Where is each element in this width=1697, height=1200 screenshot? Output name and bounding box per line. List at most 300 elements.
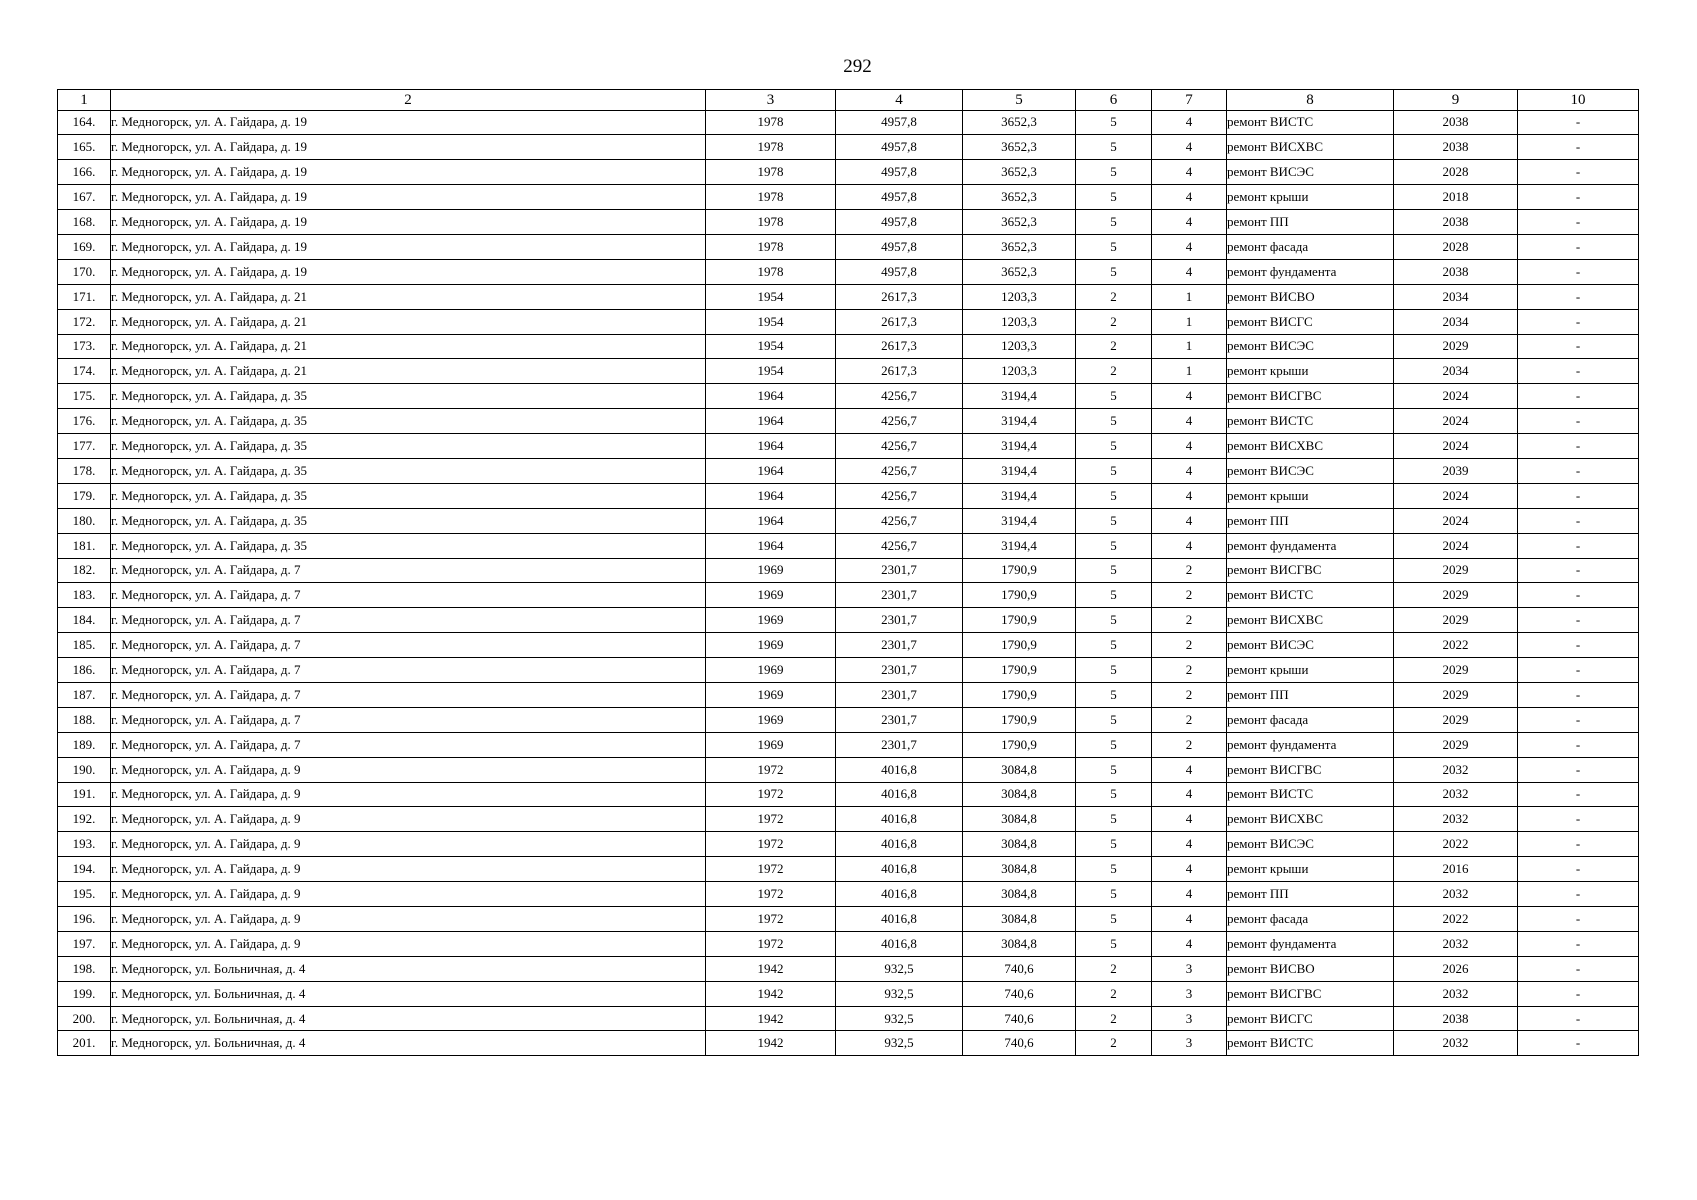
work-type-cell: ремонт крыши: [1227, 483, 1394, 508]
build-year-cell: 1964: [706, 533, 836, 558]
entrances-cell: 2: [1152, 583, 1227, 608]
floors-cell: 5: [1076, 135, 1152, 160]
build-year-cell: 1954: [706, 309, 836, 334]
entrances-cell: 4: [1152, 135, 1227, 160]
residential-area-cell: 3084,8: [963, 931, 1076, 956]
build-year-cell: 1978: [706, 185, 836, 210]
entrances-cell: 3: [1152, 1006, 1227, 1031]
table-body: [58, 110, 1639, 1056]
table-row: [58, 458, 1639, 483]
table-row: [58, 384, 1639, 409]
entrances-cell: 3: [1152, 1031, 1227, 1056]
row-number-cell: 187.: [58, 682, 111, 707]
floors-cell: 5: [1076, 434, 1152, 459]
floors-cell: 5: [1076, 757, 1152, 782]
floors-cell: 5: [1076, 160, 1152, 185]
row-number-cell: 178.: [58, 458, 111, 483]
work-type-cell: ремонт ВИСТС: [1227, 1031, 1394, 1056]
work-type-cell: ремонт ВИСХВС: [1227, 434, 1394, 459]
table-row: [58, 583, 1639, 608]
planned-year-cell: 2024: [1394, 384, 1518, 409]
table-row: [58, 1006, 1639, 1031]
address-cell: г. Медногорск, ул. А. Гайдара, д. 7: [111, 608, 706, 633]
address-cell: г. Медногорск, ул. Больничная, д. 4: [111, 1031, 706, 1056]
note-cell: -: [1518, 458, 1639, 483]
work-type-cell: ремонт фундамента: [1227, 732, 1394, 757]
build-year-cell: 1972: [706, 832, 836, 857]
floors-cell: 5: [1076, 185, 1152, 210]
note-cell: -: [1518, 658, 1639, 683]
planned-year-cell: 2024: [1394, 434, 1518, 459]
row-number-cell: 184.: [58, 608, 111, 633]
build-year-cell: 1942: [706, 956, 836, 981]
residential-area-cell: 1203,3: [963, 284, 1076, 309]
build-year-cell: 1954: [706, 359, 836, 384]
build-year-cell: 1964: [706, 409, 836, 434]
work-type-cell: ремонт ВИСГС: [1227, 1006, 1394, 1031]
floors-cell: 5: [1076, 732, 1152, 757]
entrances-cell: 4: [1152, 782, 1227, 807]
planned-year-cell: 2029: [1394, 682, 1518, 707]
residential-area-cell: 1790,9: [963, 558, 1076, 583]
entrances-cell: 4: [1152, 931, 1227, 956]
total-area-cell: 4256,7: [836, 409, 963, 434]
entrances-cell: 4: [1152, 185, 1227, 210]
row-number-cell: 171.: [58, 284, 111, 309]
page-number: 292: [843, 56, 872, 77]
residential-area-cell: 3084,8: [963, 907, 1076, 932]
planned-year-cell: 2022: [1394, 633, 1518, 658]
entrances-cell: 4: [1152, 160, 1227, 185]
row-number-cell: 193.: [58, 832, 111, 857]
build-year-cell: 1964: [706, 458, 836, 483]
row-number-cell: 183.: [58, 583, 111, 608]
note-cell: -: [1518, 234, 1639, 259]
row-number-cell: 189.: [58, 732, 111, 757]
build-year-cell: 1942: [706, 981, 836, 1006]
residential-area-cell: 1790,9: [963, 583, 1076, 608]
residential-area-cell: 740,6: [963, 1031, 1076, 1056]
residential-area-cell: 3194,4: [963, 434, 1076, 459]
entrances-cell: 1: [1152, 334, 1227, 359]
floors-cell: 2: [1076, 1006, 1152, 1031]
planned-year-cell: 2039: [1394, 458, 1518, 483]
floors-cell: 5: [1076, 259, 1152, 284]
residential-area-cell: 3084,8: [963, 782, 1076, 807]
table-row: [58, 259, 1639, 284]
row-number-cell: 180.: [58, 508, 111, 533]
entrances-cell: 2: [1152, 732, 1227, 757]
work-type-cell: ремонт ВИСХВС: [1227, 135, 1394, 160]
row-number-cell: 165.: [58, 135, 111, 160]
work-type-cell: ремонт ВИСТС: [1227, 409, 1394, 434]
build-year-cell: 1969: [706, 558, 836, 583]
note-cell: -: [1518, 1006, 1639, 1031]
floors-cell: 5: [1076, 782, 1152, 807]
table-row: [58, 508, 1639, 533]
build-year-cell: 1964: [706, 384, 836, 409]
planned-year-cell: 2038: [1394, 259, 1518, 284]
floors-cell: 5: [1076, 832, 1152, 857]
total-area-cell: 4256,7: [836, 508, 963, 533]
work-type-cell: ремонт ПП: [1227, 508, 1394, 533]
note-cell: -: [1518, 782, 1639, 807]
address-cell: г. Медногорск, ул. А. Гайдара, д. 7: [111, 658, 706, 683]
total-area-cell: 4957,8: [836, 160, 963, 185]
total-area-cell: 4016,8: [836, 782, 963, 807]
note-cell: -: [1518, 533, 1639, 558]
table-row: [58, 160, 1639, 185]
entrances-cell: 2: [1152, 608, 1227, 633]
build-year-cell: 1964: [706, 434, 836, 459]
build-year-cell: 1954: [706, 284, 836, 309]
column-header: 3: [706, 90, 836, 111]
floors-cell: 5: [1076, 533, 1152, 558]
build-year-cell: 1972: [706, 807, 836, 832]
total-area-cell: 4016,8: [836, 907, 963, 932]
entrances-cell: 4: [1152, 483, 1227, 508]
address-cell: г. Медногорск, ул. А. Гайдара, д. 7: [111, 558, 706, 583]
address-cell: г. Медногорск, ул. А. Гайдара, д. 7: [111, 633, 706, 658]
row-number-cell: 175.: [58, 384, 111, 409]
work-type-cell: ремонт ВИСВО: [1227, 956, 1394, 981]
table-row: [58, 782, 1639, 807]
work-type-cell: ремонт ВИСХВС: [1227, 608, 1394, 633]
address-cell: г. Медногорск, ул. А. Гайдара, д. 35: [111, 409, 706, 434]
floors-cell: 5: [1076, 857, 1152, 882]
planned-year-cell: 2029: [1394, 658, 1518, 683]
table-row: [58, 210, 1639, 235]
table-row: [58, 658, 1639, 683]
floors-cell: 5: [1076, 384, 1152, 409]
row-number-cell: 192.: [58, 807, 111, 832]
row-number-cell: 166.: [58, 160, 111, 185]
table-row: [58, 1031, 1639, 1056]
entrances-cell: 2: [1152, 707, 1227, 732]
planned-year-cell: 2024: [1394, 533, 1518, 558]
address-cell: г. Медногорск, ул. А. Гайдара, д. 19: [111, 135, 706, 160]
address-cell: г. Медногорск, ул. А. Гайдара, д. 35: [111, 483, 706, 508]
note-cell: -: [1518, 185, 1639, 210]
row-number-cell: 197.: [58, 931, 111, 956]
total-area-cell: 4016,8: [836, 857, 963, 882]
note-cell: -: [1518, 608, 1639, 633]
address-cell: г. Медногорск, ул. А. Гайдара, д. 35: [111, 533, 706, 558]
entrances-cell: 4: [1152, 259, 1227, 284]
total-area-cell: 2617,3: [836, 334, 963, 359]
total-area-cell: 4256,7: [836, 384, 963, 409]
total-area-cell: 932,5: [836, 956, 963, 981]
entrances-cell: 4: [1152, 110, 1227, 135]
address-cell: г. Медногорск, ул. А. Гайдара, д. 9: [111, 907, 706, 932]
residential-area-cell: 1203,3: [963, 359, 1076, 384]
row-number-cell: 172.: [58, 309, 111, 334]
build-year-cell: 1978: [706, 259, 836, 284]
residential-area-cell: 3194,4: [963, 508, 1076, 533]
planned-year-cell: 2024: [1394, 409, 1518, 434]
work-type-cell: ремонт крыши: [1227, 857, 1394, 882]
residential-area-cell: 3084,8: [963, 857, 1076, 882]
table-row: [58, 707, 1639, 732]
residential-area-cell: 1790,9: [963, 682, 1076, 707]
table-row: [58, 757, 1639, 782]
floors-cell: 5: [1076, 682, 1152, 707]
work-type-cell: ремонт ПП: [1227, 210, 1394, 235]
table-row: [58, 732, 1639, 757]
build-year-cell: 1969: [706, 707, 836, 732]
address-cell: г. Медногорск, ул. А. Гайдара, д. 35: [111, 458, 706, 483]
build-year-cell: 1978: [706, 210, 836, 235]
floors-cell: 2: [1076, 284, 1152, 309]
build-year-cell: 1978: [706, 135, 836, 160]
total-area-cell: 4256,7: [836, 533, 963, 558]
planned-year-cell: 2038: [1394, 110, 1518, 135]
row-number-cell: 170.: [58, 259, 111, 284]
build-year-cell: 1969: [706, 633, 836, 658]
work-type-cell: ремонт ВИСГВС: [1227, 558, 1394, 583]
build-year-cell: 1969: [706, 583, 836, 608]
floors-cell: 5: [1076, 508, 1152, 533]
planned-year-cell: 2034: [1394, 284, 1518, 309]
column-header: 9: [1394, 90, 1518, 111]
entrances-cell: 2: [1152, 558, 1227, 583]
residential-area-cell: 740,6: [963, 956, 1076, 981]
entrances-cell: 4: [1152, 508, 1227, 533]
row-number-cell: 169.: [58, 234, 111, 259]
total-area-cell: 4016,8: [836, 832, 963, 857]
column-header: 8: [1227, 90, 1394, 111]
work-type-cell: ремонт крыши: [1227, 359, 1394, 384]
table-row: [58, 284, 1639, 309]
note-cell: -: [1518, 483, 1639, 508]
address-cell: г. Медногорск, ул. А. Гайдара, д. 19: [111, 110, 706, 135]
floors-cell: 2: [1076, 956, 1152, 981]
work-type-cell: ремонт ВИСТС: [1227, 583, 1394, 608]
entrances-cell: 2: [1152, 682, 1227, 707]
total-area-cell: 4957,8: [836, 185, 963, 210]
total-area-cell: 2301,7: [836, 608, 963, 633]
address-cell: г. Медногорск, ул. А. Гайдара, д. 7: [111, 732, 706, 757]
header-row: [58, 90, 1639, 111]
table-row: [58, 334, 1639, 359]
address-cell: г. Медногорск, ул. А. Гайдара, д. 19: [111, 234, 706, 259]
total-area-cell: 4016,8: [836, 931, 963, 956]
work-type-cell: ремонт фасада: [1227, 707, 1394, 732]
planned-year-cell: 2038: [1394, 135, 1518, 160]
planned-year-cell: 2032: [1394, 757, 1518, 782]
total-area-cell: 4957,8: [836, 135, 963, 160]
total-area-cell: 2301,7: [836, 658, 963, 683]
floors-cell: 5: [1076, 931, 1152, 956]
total-area-cell: 4256,7: [836, 483, 963, 508]
row-number-cell: 195.: [58, 882, 111, 907]
table-row: [58, 483, 1639, 508]
address-cell: г. Медногорск, ул. А. Гайдара, д. 19: [111, 259, 706, 284]
planned-year-cell: 2034: [1394, 359, 1518, 384]
total-area-cell: 2301,7: [836, 558, 963, 583]
work-type-cell: ремонт ВИСГВС: [1227, 757, 1394, 782]
planned-year-cell: 2024: [1394, 508, 1518, 533]
row-number-cell: 164.: [58, 110, 111, 135]
floors-cell: 5: [1076, 633, 1152, 658]
planned-year-cell: 2026: [1394, 956, 1518, 981]
address-cell: г. Медногорск, ул. Больничная, д. 4: [111, 1006, 706, 1031]
note-cell: -: [1518, 135, 1639, 160]
note-cell: -: [1518, 1031, 1639, 1056]
planned-year-cell: 2029: [1394, 707, 1518, 732]
total-area-cell: 932,5: [836, 981, 963, 1006]
planned-year-cell: 2024: [1394, 483, 1518, 508]
table-row: [58, 185, 1639, 210]
residential-area-cell: 1790,9: [963, 658, 1076, 683]
planned-year-cell: 2029: [1394, 583, 1518, 608]
entrances-cell: 4: [1152, 210, 1227, 235]
total-area-cell: 4957,8: [836, 110, 963, 135]
work-type-cell: ремонт ВИСЭС: [1227, 832, 1394, 857]
note-cell: -: [1518, 832, 1639, 857]
work-type-cell: ремонт ВИСХВС: [1227, 807, 1394, 832]
work-type-cell: ремонт крыши: [1227, 185, 1394, 210]
note-cell: -: [1518, 732, 1639, 757]
total-area-cell: 2617,3: [836, 284, 963, 309]
planned-year-cell: 2032: [1394, 882, 1518, 907]
address-cell: г. Медногорск, ул. А. Гайдара, д. 35: [111, 508, 706, 533]
column-header: 10: [1518, 90, 1639, 111]
note-cell: -: [1518, 409, 1639, 434]
floors-cell: 2: [1076, 334, 1152, 359]
residential-area-cell: 1203,3: [963, 309, 1076, 334]
total-area-cell: 2301,7: [836, 583, 963, 608]
residential-area-cell: 1790,9: [963, 633, 1076, 658]
build-year-cell: 1969: [706, 732, 836, 757]
build-year-cell: 1978: [706, 160, 836, 185]
floors-cell: 2: [1076, 309, 1152, 334]
total-area-cell: 2617,3: [836, 359, 963, 384]
build-year-cell: 1972: [706, 782, 836, 807]
work-type-cell: ремонт ВИСЭС: [1227, 633, 1394, 658]
row-number-cell: 198.: [58, 956, 111, 981]
row-number-cell: 173.: [58, 334, 111, 359]
table-row: [58, 409, 1639, 434]
table-row: [58, 807, 1639, 832]
total-area-cell: 2617,3: [836, 309, 963, 334]
total-area-cell: 932,5: [836, 1006, 963, 1031]
build-year-cell: 1972: [706, 757, 836, 782]
address-cell: г. Медногорск, ул. А. Гайдара, д. 9: [111, 882, 706, 907]
build-year-cell: 1942: [706, 1031, 836, 1056]
note-cell: -: [1518, 882, 1639, 907]
work-type-cell: ремонт ВИСЭС: [1227, 334, 1394, 359]
address-cell: г. Медногорск, ул. А. Гайдара, д. 7: [111, 583, 706, 608]
table-row: [58, 981, 1639, 1006]
address-cell: г. Медногорск, ул. Больничная, д. 4: [111, 956, 706, 981]
entrances-cell: 4: [1152, 384, 1227, 409]
row-number-cell: 190.: [58, 757, 111, 782]
table-row: [58, 857, 1639, 882]
total-area-cell: 2301,7: [836, 633, 963, 658]
note-cell: -: [1518, 807, 1639, 832]
floors-cell: 5: [1076, 483, 1152, 508]
row-number-cell: 176.: [58, 409, 111, 434]
build-year-cell: 1969: [706, 608, 836, 633]
residential-area-cell: 1203,3: [963, 334, 1076, 359]
floors-cell: 5: [1076, 882, 1152, 907]
work-type-cell: ремонт ВИСГВС: [1227, 981, 1394, 1006]
work-type-cell: ремонт фундамента: [1227, 533, 1394, 558]
residential-area-cell: 1790,9: [963, 608, 1076, 633]
planned-year-cell: 2029: [1394, 558, 1518, 583]
total-area-cell: 4016,8: [836, 807, 963, 832]
residential-area-cell: 3194,4: [963, 458, 1076, 483]
note-cell: -: [1518, 981, 1639, 1006]
work-type-cell: ремонт фундамента: [1227, 259, 1394, 284]
planned-year-cell: 2018: [1394, 185, 1518, 210]
entrances-cell: 1: [1152, 309, 1227, 334]
row-number-cell: 199.: [58, 981, 111, 1006]
floors-cell: 5: [1076, 608, 1152, 633]
address-cell: г. Медногорск, ул. А. Гайдара, д. 9: [111, 832, 706, 857]
total-area-cell: 2301,7: [836, 682, 963, 707]
row-number-cell: 201.: [58, 1031, 111, 1056]
work-type-cell: ремонт ВИСЭС: [1227, 160, 1394, 185]
entrances-cell: 4: [1152, 807, 1227, 832]
total-area-cell: 4256,7: [836, 434, 963, 459]
address-cell: г. Медногорск, ул. А. Гайдара, д. 9: [111, 757, 706, 782]
residential-area-cell: 3194,4: [963, 483, 1076, 508]
note-cell: -: [1518, 633, 1639, 658]
build-year-cell: 1942: [706, 1006, 836, 1031]
entrances-cell: 3: [1152, 981, 1227, 1006]
table-row: [58, 832, 1639, 857]
planned-year-cell: 2029: [1394, 608, 1518, 633]
table-row: [58, 558, 1639, 583]
floors-cell: 5: [1076, 807, 1152, 832]
residential-area-cell: 3084,8: [963, 832, 1076, 857]
address-cell: г. Медногорск, ул. А. Гайдара, д. 9: [111, 931, 706, 956]
column-header: 4: [836, 90, 963, 111]
address-cell: г. Медногорск, ул. А. Гайдара, д. 9: [111, 857, 706, 882]
row-number-cell: 186.: [58, 658, 111, 683]
row-number-cell: 182.: [58, 558, 111, 583]
planned-year-cell: 2032: [1394, 1031, 1518, 1056]
residential-area-cell: 1790,9: [963, 732, 1076, 757]
table-row: [58, 359, 1639, 384]
row-number-cell: 200.: [58, 1006, 111, 1031]
table-row: [58, 633, 1639, 658]
note-cell: -: [1518, 210, 1639, 235]
build-year-cell: 1964: [706, 508, 836, 533]
note-cell: -: [1518, 757, 1639, 782]
build-year-cell: 1964: [706, 483, 836, 508]
row-number-cell: 167.: [58, 185, 111, 210]
entrances-cell: 4: [1152, 458, 1227, 483]
entrances-cell: 4: [1152, 409, 1227, 434]
build-year-cell: 1972: [706, 931, 836, 956]
total-area-cell: 2301,7: [836, 732, 963, 757]
address-cell: г. Медногорск, ул. А. Гайдара, д. 21: [111, 334, 706, 359]
planned-year-cell: 2029: [1394, 334, 1518, 359]
row-number-cell: 177.: [58, 434, 111, 459]
work-type-cell: ремонт ВИСТС: [1227, 782, 1394, 807]
floors-cell: 2: [1076, 981, 1152, 1006]
residential-area-cell: 3194,4: [963, 409, 1076, 434]
address-cell: г. Медногорск, ул. А. Гайдара, д. 21: [111, 284, 706, 309]
planned-year-cell: 2032: [1394, 782, 1518, 807]
column-header: 6: [1076, 90, 1152, 111]
table-row: [58, 907, 1639, 932]
address-cell: г. Медногорск, ул. А. Гайдара, д. 7: [111, 707, 706, 732]
work-type-cell: ремонт ВИСГС: [1227, 309, 1394, 334]
